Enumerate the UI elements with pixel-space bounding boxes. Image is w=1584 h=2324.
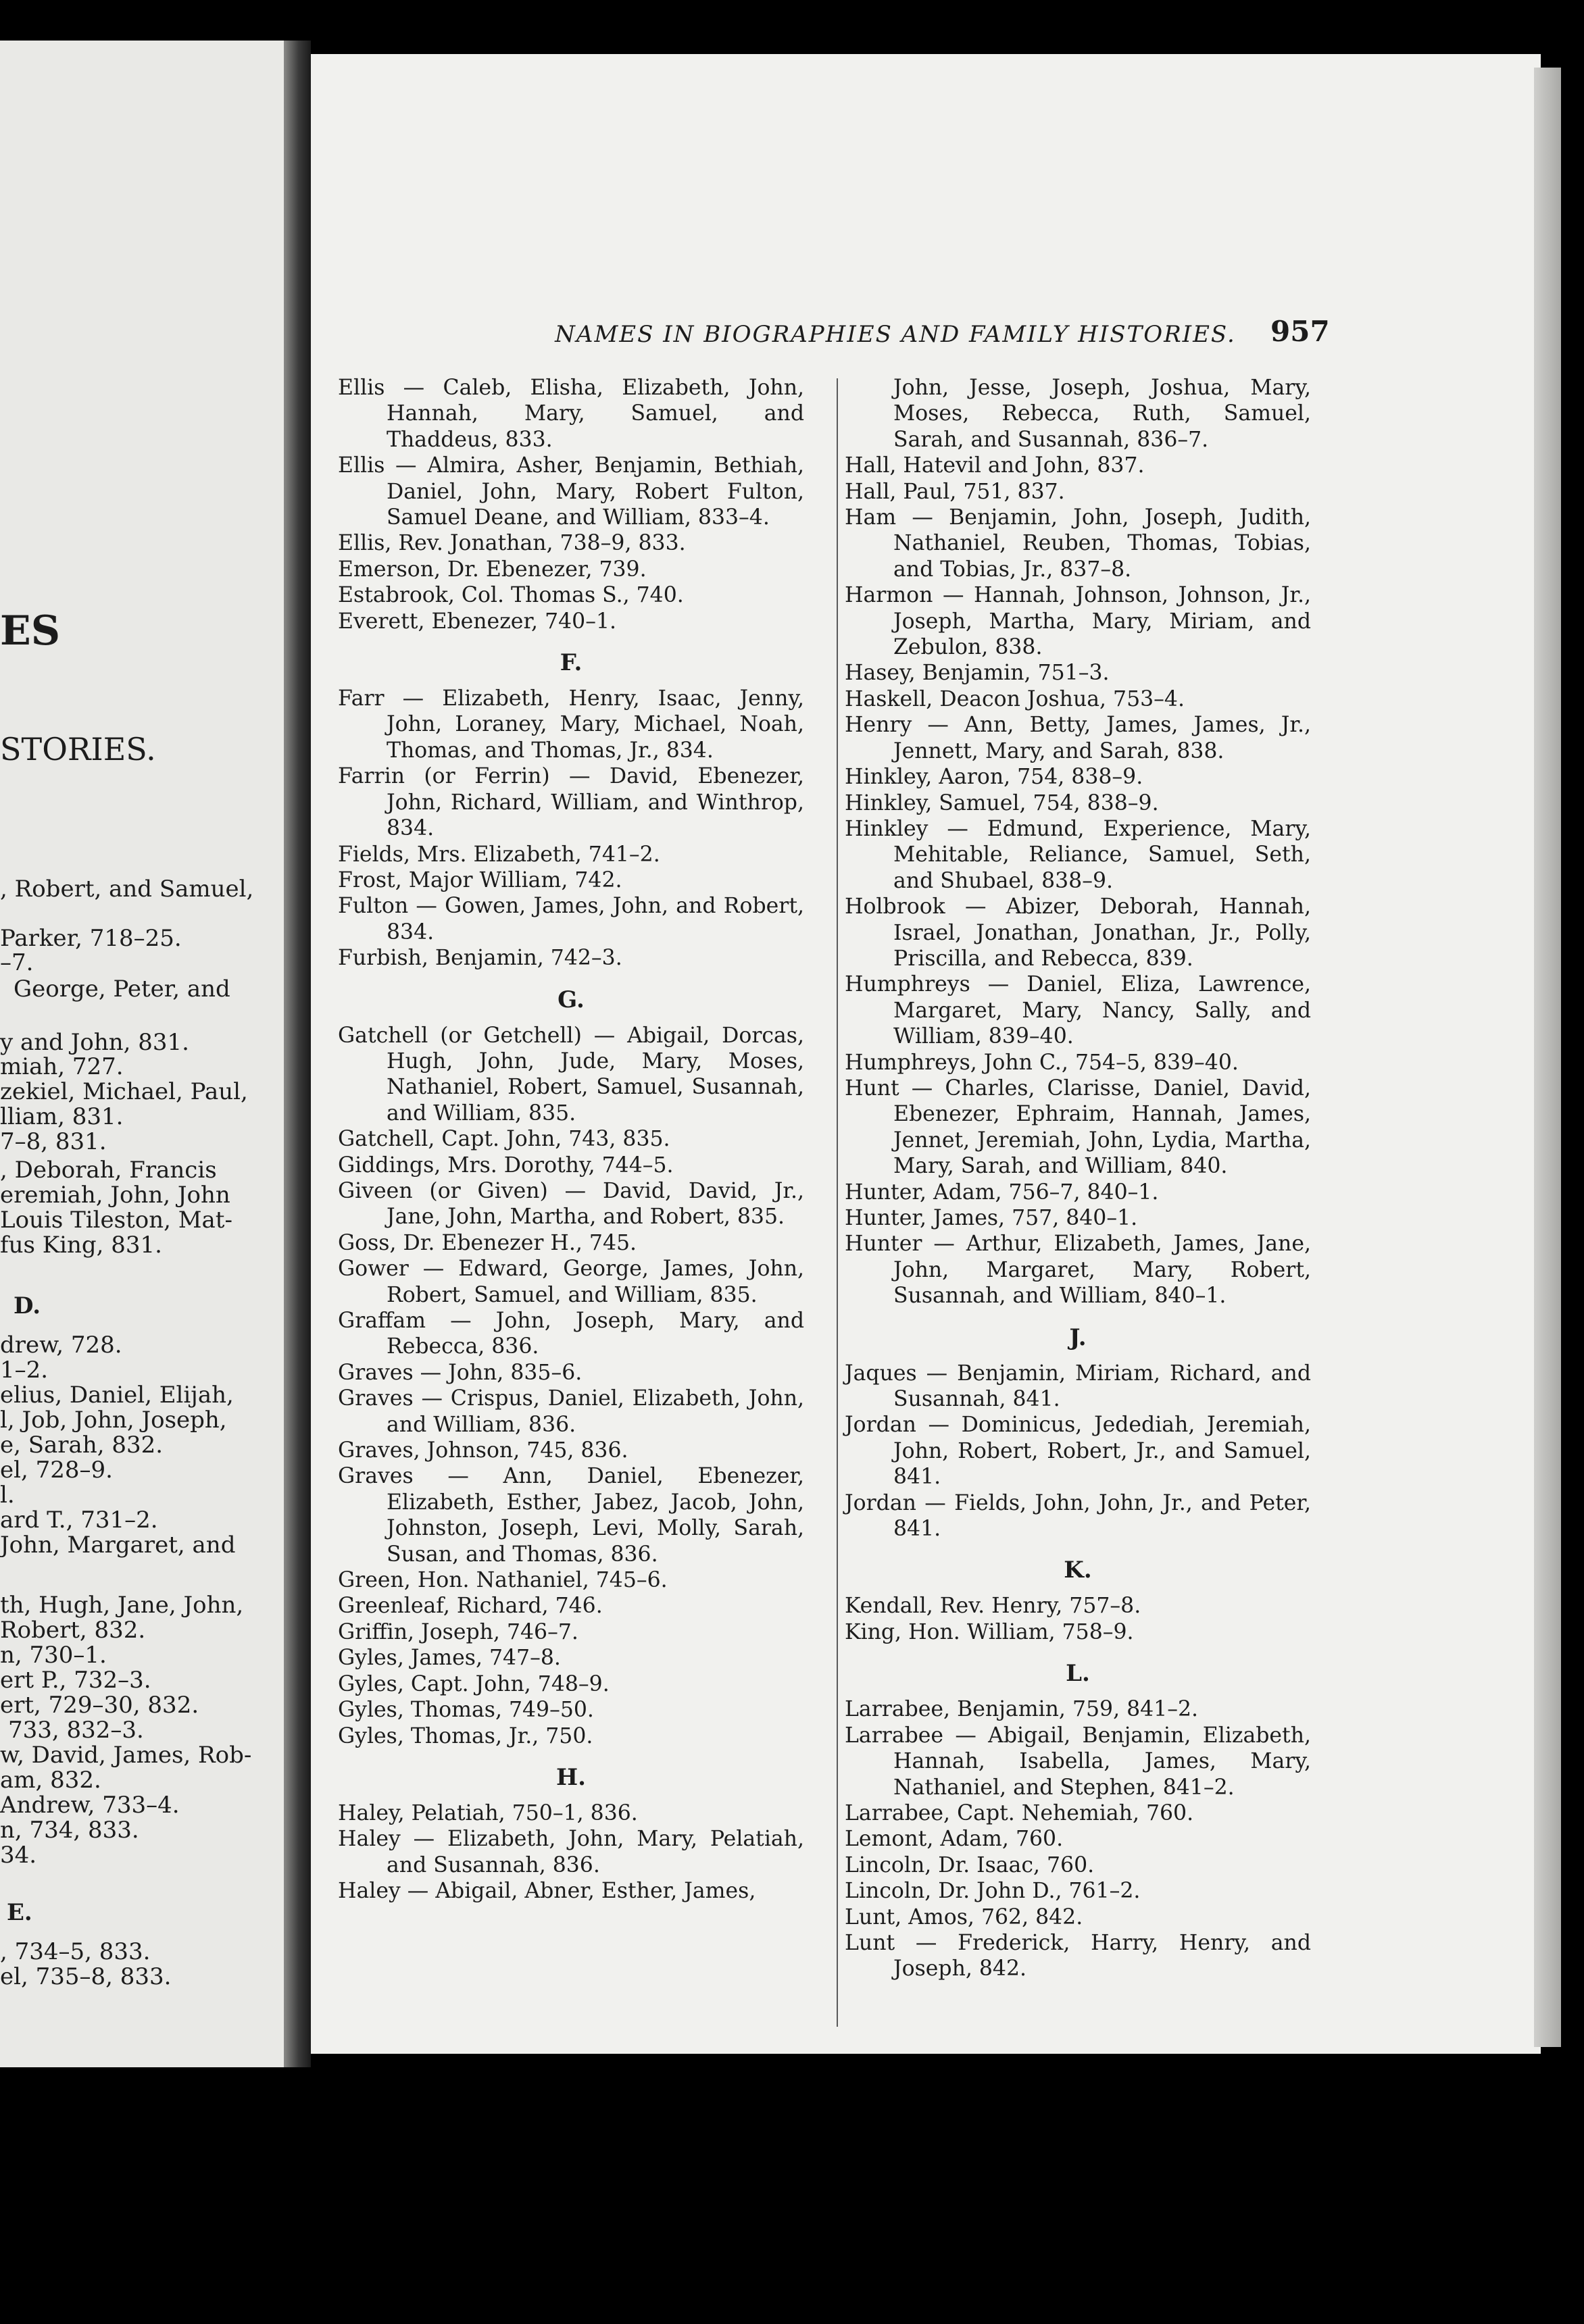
left-page-text: E. bbox=[7, 1899, 32, 1926]
left-page-text: , 734–5, 833. bbox=[0, 1938, 151, 1965]
index-entry: Larrabee, Benjamin, 759, 841–2. bbox=[845, 1697, 1199, 1722]
index-entry: Henry — Ann, Betty, James, James, Jr., Jennett, Mary, and Sarah, 838. bbox=[845, 713, 1311, 763]
index-entry: Ellis — Almira, Asher, Benjamin, Bethiah, Daniel, John, Mary, Robert Fulton, Samuel Deane, and William, 833–4. bbox=[338, 453, 804, 530]
left-page-text: Robert, 832. bbox=[0, 1617, 146, 1644]
index-entry: Everett, Ebenezer, 740–1. bbox=[338, 609, 616, 634]
index-entry: Green, Hon. Nathaniel, 745–6. bbox=[338, 1568, 668, 1593]
index-entry: Hunt — Charles, Clarisse, Daniel, David, Ebenezer, Ephraim, Hannah, James, Jennet, Jeremiah, John, Lydia, Martha, Mary, Sarah, and William, 840. bbox=[845, 1076, 1311, 1179]
section-letter: L. bbox=[1066, 1660, 1090, 1688]
index-entry: Hinkley, Samuel, 754, 838–9. bbox=[845, 790, 1159, 815]
left-page-text: fus King, 831. bbox=[0, 1232, 162, 1259]
index-entry: Graffam — John, Joseph, Mary, and Rebecca, 836. bbox=[338, 1309, 804, 1359]
index-entry: Estabrook, Col. Thomas S., 740. bbox=[338, 583, 684, 608]
index-entry: Hinkley — Edmund, Experience, Mary, Mehitable, Reliance, Samuel, Seth, and Shubael, 838–9. bbox=[845, 816, 1311, 893]
index-entry: Ellis — Caleb, Elisha, Elizabeth, John, Hannah, Mary, Samuel, and Thaddeus, 833. bbox=[338, 376, 804, 452]
left-page-text: –7. bbox=[0, 949, 34, 976]
index-entry: King, Hon. William, 758–9. bbox=[845, 1619, 1134, 1644]
left-page-text: th, Hugh, Jane, John, bbox=[0, 1592, 244, 1619]
index-entry: Ellis, Rev. Jonathan, 738–9, 833. bbox=[338, 531, 686, 556]
index-entry: Hall, Paul, 751, 837. bbox=[845, 479, 1065, 504]
index-entry: Holbrook — Abizer, Deborah, Hannah, Israel, Jonathan, Jonathan, Jr., Polly, Priscilla, and Rebecca, 839. bbox=[845, 894, 1311, 971]
left-page-text: 7–8, 831. bbox=[0, 1128, 107, 1155]
left-page-text: w, David, James, Rob- bbox=[0, 1742, 252, 1769]
index-entry: Gyles, Thomas, 749–50. bbox=[338, 1698, 594, 1723]
left-page-text: ert, 729–30, 832. bbox=[0, 1692, 199, 1719]
left-page-text: eremiah, John, John bbox=[0, 1182, 230, 1209]
left-page-text: , Robert, and Samuel, bbox=[0, 876, 254, 903]
left-page-text: elius, Daniel, Elijah, bbox=[0, 1382, 234, 1409]
left-page-text: l, Job, John, Joseph, bbox=[0, 1407, 227, 1434]
left-page-text: e, Sarah, 832. bbox=[0, 1432, 164, 1459]
index-entry: Griffin, Joseph, 746–7. bbox=[338, 1619, 578, 1644]
index-entry: Harmon — Hannah, Johnson, Johnson, Jr., Joseph, Martha, Mary, Miriam, and Zebulon, 838. bbox=[845, 583, 1311, 660]
left-page-text: Parker, 718–25. bbox=[0, 925, 182, 952]
index-entry: Lincoln, Dr. John D., 761–2. bbox=[845, 1879, 1141, 1904]
index-entry: Jordan — Fields, John, John, Jr., and Peter, 841. bbox=[845, 1490, 1311, 1542]
index-entry: Hinkley, Aaron, 754, 838–9. bbox=[845, 765, 1143, 790]
index-entry: Lincoln, Dr. Isaac, 760. bbox=[845, 1852, 1095, 1877]
index-entry: Gyles, Capt. John, 748–9. bbox=[338, 1671, 610, 1696]
section-letter: H. bbox=[556, 1763, 586, 1791]
section-letter: F. bbox=[560, 649, 583, 677]
index-entry: Graves, Johnson, 745, 836. bbox=[338, 1438, 628, 1463]
left-page-text: zekiel, Michael, Paul, bbox=[0, 1078, 248, 1105]
left-page-text: George, Peter, and bbox=[14, 976, 230, 1003]
index-entry: Humphreys — Daniel, Eliza, Lawrence, Margaret, Mary, Nancy, Sally, and William, 839–40. bbox=[845, 972, 1311, 1049]
index-entry: Hall, Hatevil and John, 837. bbox=[845, 453, 1145, 478]
index-entry: Hunter — Arthur, Elizabeth, James, Jane, John, Margaret, Mary, Robert, Susannah, and William, 840–1. bbox=[845, 1232, 1311, 1309]
left-page-text: Andrew, 733–4. bbox=[0, 1792, 180, 1819]
index-entry: Giddings, Mrs. Dorothy, 744–5. bbox=[338, 1153, 674, 1178]
index-entry: Lunt — Frederick, Harry, Henry, and Joseph, 842. bbox=[845, 1930, 1311, 1981]
index-entry: Larrabee, Capt. Nehemiah, 760. bbox=[845, 1800, 1194, 1825]
left-page-text: ES bbox=[0, 607, 61, 655]
index-entry: Frost, Major William, 742. bbox=[338, 867, 622, 892]
index-entry: Jordan — Dominicus, Jedediah, Jeremiah, John, Robert, Robert, Jr., and Samuel, 841. bbox=[845, 1413, 1311, 1490]
left-page-text: l. bbox=[0, 1482, 15, 1509]
left-page-text: ard T., 731–2. bbox=[0, 1507, 158, 1534]
index-entry: Fulton — Gowen, James, John, and Robert, 834. bbox=[338, 894, 804, 944]
page-edge bbox=[1534, 68, 1561, 2047]
left-page-text: am, 832. bbox=[0, 1767, 101, 1794]
index-entry: Greenleaf, Richard, 746. bbox=[338, 1594, 603, 1619]
left-page-text: ert P., 732–3. bbox=[0, 1667, 151, 1694]
index-entry: Gyles, Thomas, Jr., 750. bbox=[338, 1723, 593, 1748]
index-entry: Graves — Ann, Daniel, Ebenezer, Elizabeth, Esther, Jabez, Jacob, John, Johnston, Joseph, Levi, Molly, Sarah, Susan, and Thomas, 836. bbox=[338, 1464, 804, 1567]
index-entry: Emerson, Dr. Ebenezer, 739. bbox=[338, 557, 647, 582]
left-page-text: lliam, 831. bbox=[0, 1103, 124, 1130]
index-entry: Gatchell, Capt. John, 743, 835. bbox=[338, 1127, 670, 1152]
index-entry: Furbish, Benjamin, 742–3. bbox=[338, 946, 622, 971]
index-entry: Hunter, James, 757, 840–1. bbox=[845, 1206, 1138, 1230]
index-entry: Hunter, Adam, 756–7, 840–1. bbox=[845, 1180, 1159, 1205]
left-page-text: , Deborah, Francis bbox=[0, 1157, 217, 1184]
index-entry: Fields, Mrs. Elizabeth, 741–2. bbox=[338, 842, 660, 867]
index-entry: Farrin (or Ferrin) — David, Ebenezer, John, Richard, William, and Winthrop, 834. bbox=[338, 764, 804, 841]
running-head: NAMES IN BIOGRAPHIES AND FAMILY HISTORIES. bbox=[555, 321, 1236, 348]
index-entry: Humphreys, John C., 754–5, 839–40. bbox=[845, 1050, 1239, 1075]
left-page-text: D. bbox=[14, 1292, 41, 1319]
section-letter: G. bbox=[558, 986, 585, 1013]
column-rule bbox=[837, 378, 838, 2027]
index-entry: Lunt, Amos, 762, 842. bbox=[845, 1904, 1083, 1929]
index-entry: Haley — Abigail, Abner, Esther, James, bbox=[338, 1879, 756, 1904]
index-entry: Larrabee — Abigail, Benjamin, Elizabeth, Hannah, Isabella, James, Mary, Nathaniel, and Stephen, 841–2. bbox=[845, 1723, 1311, 1800]
page-number: 957 bbox=[1270, 315, 1330, 348]
left-page-text: el, 728–9. bbox=[0, 1457, 113, 1484]
left-page-text: y and John, 831. bbox=[0, 1029, 189, 1056]
index-entry: Haley, Pelatiah, 750–1, 836. bbox=[338, 1800, 638, 1825]
index-entry: Jaques — Benjamin, Miriam, Richard, and Susannah, 841. bbox=[845, 1361, 1311, 1412]
left-page-text: STORIES. bbox=[0, 731, 156, 767]
left-page-text: n, 730–1. bbox=[0, 1642, 107, 1669]
book-gutter bbox=[284, 41, 311, 2067]
index-entry: Haskell, Deacon Joshua, 753–4. bbox=[845, 686, 1185, 711]
left-page-text: 1–2. bbox=[0, 1357, 49, 1384]
index-entry: Graves — John, 835–6. bbox=[338, 1360, 583, 1385]
index-entry: Gyles, James, 747–8. bbox=[338, 1646, 561, 1671]
index-entry: Haley — Elizabeth, John, Mary, Pelatiah, and Susannah, 836. bbox=[338, 1827, 804, 1877]
section-letter: J. bbox=[1069, 1323, 1087, 1351]
left-page-text: John, Margaret, and bbox=[0, 1532, 236, 1559]
index-entry: Graves — Crispus, Daniel, Elizabeth, John, and William, 836. bbox=[338, 1386, 804, 1437]
index-entry: Lemont, Adam, 760. bbox=[845, 1827, 1064, 1852]
left-page-text: 34. bbox=[0, 1842, 37, 1869]
left-page-text: n, 734, 833. bbox=[0, 1817, 139, 1844]
index-column-right bbox=[845, 375, 1311, 1982]
left-page-text: Louis Tileston, Mat- bbox=[0, 1207, 232, 1234]
index-entry: Hasey, Benjamin, 751–3. bbox=[845, 661, 1110, 686]
index-entry: Gower — Edward, George, James, John, Robert, Samuel, and William, 835. bbox=[338, 1257, 804, 1307]
left-page-text: drew, 728. bbox=[0, 1332, 122, 1359]
index-entry: Kendall, Rev. Henry, 757–8. bbox=[845, 1594, 1141, 1619]
index-entry-continued: John, Jesse, Joseph, Joshua, Mary, Moses, Rebecca, Ruth, Samuel, Sarah, and Susannah, 836–7. bbox=[893, 376, 1311, 452]
index-entry: Ham — Benjamin, John, Joseph, Judith, Nathaniel, Reuben, Thomas, Tobias, and Tobias, Jr., 837–8. bbox=[845, 505, 1311, 582]
left-page-text: miah, 727. bbox=[0, 1053, 124, 1080]
section-letter: K. bbox=[1064, 1557, 1092, 1584]
index-entry: Goss, Dr. Ebenezer H., 745. bbox=[338, 1230, 637, 1255]
left-page-text: el, 735–8, 833. bbox=[0, 1963, 172, 1990]
left-page-fragment bbox=[0, 41, 284, 2067]
index-entry: Gatchell (or Getchell) — Abigail, Dorcas, Hugh, John, Jude, Mary, Moses, Nathaniel, Robert, Samuel, Susannah, and William, 835. bbox=[338, 1023, 804, 1126]
left-page-text: 733, 832–3. bbox=[8, 1717, 144, 1744]
index-entry: Giveen (or Given) — David, David, Jr., Jane, John, Martha, and Robert, 835. bbox=[338, 1178, 804, 1230]
index-column-left bbox=[338, 375, 804, 1904]
index-entry: Farr — Elizabeth, Henry, Isaac, Jenny, John, Loraney, Mary, Michael, Noah, Thomas, and Thomas, Jr., 834. bbox=[338, 686, 804, 763]
